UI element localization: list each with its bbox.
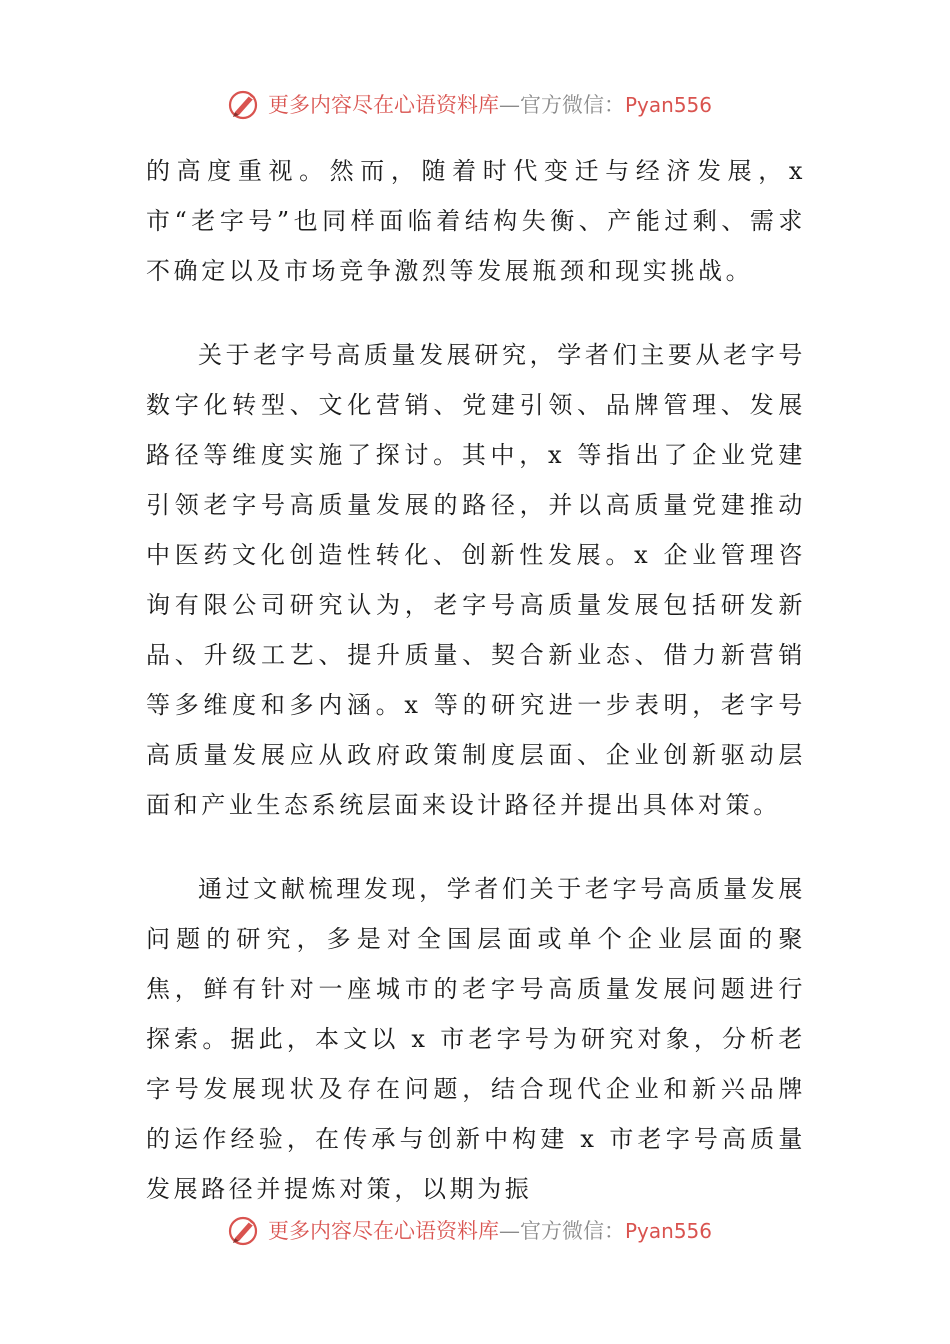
watermark-dash: — (499, 93, 520, 117)
document-body (146, 146, 806, 1214)
paragraph-1: 的高度重视。然而，随着时代变迁与经济发展，x 市“老字号”也同样面临着结构失衡、产能过剩、需求不确定以及市场竞争激烈等发展瓶颈和现实挑战。 (146, 157, 806, 285)
watermark-wechat-id: Pyan556 (625, 1219, 713, 1243)
paragraph-2: 关于老字号高质量发展研究，学者们主要从老字号数字化转型、文化营销、党建引领、品牌管理、发展路径等维度实施了探讨。其中，x 等指出了企业党建引领老字号高质量发展的路径，并以高质量党建推动中医药文化创造性转化、创新性发展。x 企业管理咨询有限公司研究认为，老字号高质量发展包括研发新品、升级工艺、提升质量、契合新业态、借力新营销等多维度和多内涵。x 等的研究进一步表明，老字号高质量发展应从政府政策制度层面、企业创新驱动层面和产业生态系统层面来设计路径并提出具体对策。 (146, 341, 806, 819)
watermark-dash: — (499, 1219, 520, 1243)
watermark-main: 更多内容尽在心语资料库 (268, 1219, 499, 1243)
pen-logo-icon (226, 1212, 262, 1248)
watermark-text (268, 1215, 712, 1245)
footer-watermark (226, 1212, 746, 1248)
watermark-main: 更多内容尽在心语资料库 (268, 93, 499, 117)
watermark-text (268, 89, 712, 119)
watermark-wechat-id: Pyan556 (625, 93, 713, 117)
watermark-official: 官方微信： (520, 93, 625, 117)
watermark-official: 官方微信： (520, 1219, 625, 1243)
paragraph-3: 通过文献梳理发现，学者们关于老字号高质量发展问题的研究，多是对全国层面或单个企业层面的聚焦，鲜有针对一座城市的老字号高质量发展问题进行探索。据此，本文以 x 市老字号为研究对象，分析老字号发展现状及存在问题，结合现代企业和新兴品牌的运作经验，在传承与创新中构建 x 市老字号高质量发展路径并提炼对策，以期为振 (146, 875, 806, 1203)
pen-logo-icon (226, 86, 262, 122)
header-watermark (226, 86, 746, 122)
